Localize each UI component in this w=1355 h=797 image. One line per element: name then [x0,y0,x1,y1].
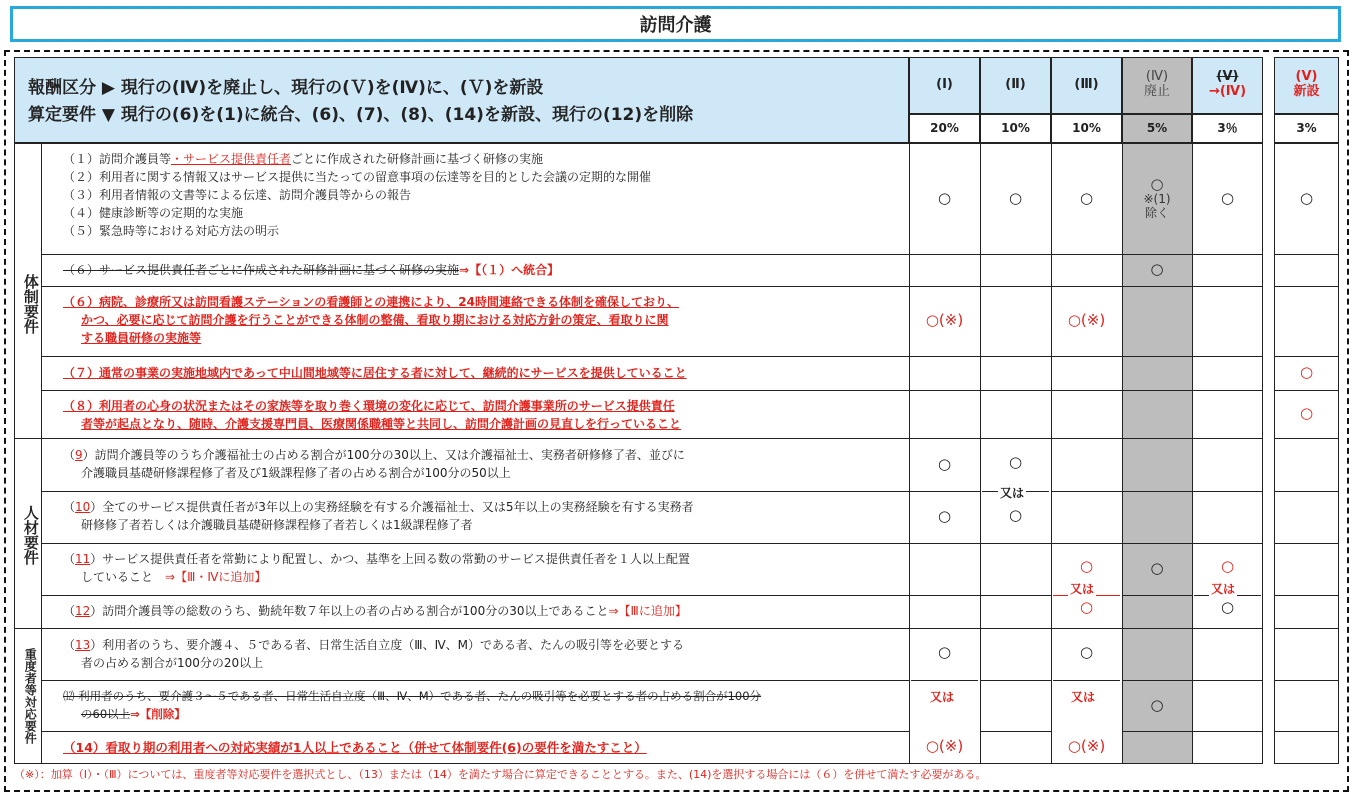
category-taisei: 体制要件 [21,274,40,334]
col-label-1: (Ⅰ) [936,77,953,93]
mark-r8-c5: ○ [1220,557,1235,576]
mark-r1-c4: ○ [1150,175,1164,194]
row-7-text: （10）全てのサービス提供責任者が3年以上の実務経験を有する介護福祉士、又は5年以上の実務経験を有する実務者 研修修了者若しくは介護職員基礎研修課程修了者若しくは1級課程修了者 [63,500,694,532]
row-8-text: （11）サービス提供責任者を常勤により配置し、かつ、基準を上回る数の常勤のサービス提供責任者を１人以上配置 していること ⇒【Ⅲ・Ⅳに追加】 [63,552,690,584]
footnote: （※）：加算（Ⅰ）・（Ⅲ）については、重度者等対応要件を選択式とし、（13）または（14）を満たす場合に算定できることとする。また、(14)を選択する場合には（６）を併せて満たす必要がある。 [14,768,987,781]
mark-r4-c6: ○ [1299,363,1314,382]
row-4-text: （７）通常の事業の実施地域内であって中山間地域等に居住する者に対して、継続的にサービスを提供していること [63,366,687,380]
col-label-6: (Ⅴ) [1295,69,1318,85]
mark-r3-c1: ○(※) [925,311,964,330]
row-2-text: （６）サービス提供責任者ごとに作成された研修計画に基づく研修の実施⇒【（１）へ統合】 [63,263,560,277]
mark-r10-c1: ○ [937,643,952,662]
col-sub-4: 廃止 [1143,84,1170,99]
mark-r10-c3: ○ [1079,643,1094,662]
category-jyudo: 重度者等対応要件 [23,648,38,744]
mark-r1-c1: ○ [937,188,952,207]
mark-r7-c2: ○ [1008,506,1023,525]
col-sub-6: 新設 [1293,84,1320,99]
mark-r12-c3: ○(※) [1067,737,1106,756]
mark-r1-c4-note2: 除く [1144,206,1169,221]
row-5-text: （８）利用者の心身の状況またはその家族等を取り巻く環境の変化に応じて、訪問介護事業所のサービス提供責任 者等が起点となり、随時、介護支援専門員、医療関係職種等と共同し、訪問介護計画の見直しを行っていること [63,399,682,431]
or-label-r10-c3: 又は [1071,690,1096,704]
page-title: 訪問介護 [10,6,1341,42]
category-jinzai: 人材要件 [21,505,40,565]
col-label-4: (Ⅳ) [1145,69,1169,85]
mark-r1-c3: ○ [1079,188,1094,207]
mark-r8-c4: ○ [1150,559,1164,578]
mark-r9-c5: ○ [1220,598,1235,617]
rate-5: 3％ [1217,120,1238,135]
row-6-text: （9）訪問介護員等のうち介護福祉士の占める割合が100分の30以上、又は介護福祉士、実務者研修修了者、並びに 介護職員基礎研修課程修了者及び1級課程修了者の占める割合が100分の50以上 [63,448,685,480]
mark-r2-c4: ○ [1150,260,1164,279]
mark-r9-c3: ○ [1079,598,1094,617]
mark-r1-c6: ○ [1299,188,1314,207]
mark-r8-c3: ○ [1079,557,1094,576]
mark-r6-c1: ○ [937,454,952,473]
row-10-text: （13）利用者のうち、要介護４、５である者、日常生活自立度（Ⅲ、Ⅳ、M）である者、たんの吸引等を必要とする 者の占める割合が100分の20以上 [63,638,685,670]
mark-r11-c4: ○ [1150,695,1164,714]
rate-6: 3% [1296,120,1317,135]
mark-r5-c6: ○ [1299,404,1314,423]
row-11-text: ⑿ 利用者のうち、要介護３～５である者、日常生活自立度（Ⅲ、Ⅳ、M）である者、たんの吸引等を必要とする者の占める割合が100分 の60以上⇒【削除】 [63,689,762,721]
col-label-3: (Ⅲ) [1074,77,1099,93]
header-requirements-line: 算定要件 ▼ 現行の(6)を(1)に統合、(6)、(7)、(8)、(14)を新設、現行の(12)を削除 [28,105,694,125]
row-1-text: （１）訪問介護員等・サービス提供責任者ごとに作成された研修計画に基づく研修の実施 （２）利用者に関する情報又はサービス提供に当たっての留意事項の伝達等を目的とした会議の定期的な開催 （３）利用者情報の文書等による伝達、訪問介護員等からの報告 （４）健康診断等の定期的な実施 （５）緊急時等における対応方法の明示 [63,152,652,238]
or-label-c3: 又は [1070,582,1095,596]
mark-r6-c2: ○ [1008,453,1023,472]
mark-r1-c5: ○ [1220,188,1235,207]
mark-r12-c1: ○(※) [925,737,964,756]
mark-r1-c2: ○ [1008,188,1023,207]
or-label-c2: 又は [1000,486,1025,500]
mark-r1-c4-note1: ※(1) [1143,192,1171,207]
row-3-text: （６）病院、診療所又は訪問看護ステーションの看護師との連携により、24時間連絡できる体制を確保しており、 かつ、必要に応じて訪問介護を行うことができる体制の整備、看取り期における対応方針の策定、看取りに関 する職員研修の実施等 [63,295,679,345]
rate-1: 20% [930,120,959,135]
col-label-2: (Ⅱ) [1005,77,1026,93]
mark-r3-c3: ○(※) [1067,311,1106,330]
col-sub-5: →(Ⅳ) [1208,84,1247,99]
rate-3: 10% [1072,120,1101,135]
rate-4: 5% [1146,120,1168,135]
col-label-5: (Ⅴ) [1216,69,1239,85]
row-12-text: （14）看取り期の利用者への対応実績が1人以上であること（併せて体制要件(6)の要件を満たすこと） [63,740,647,755]
header-remuneration-line: 報酬区分 ▶ 現行の(Ⅳ)を廃止し、現行の(Ｖ)を(Ⅳ)に、(Ｖ)を新設 [28,78,544,98]
or-label-c5: 又は [1211,582,1236,596]
mark-r7-c1: ○ [937,507,952,526]
rate-2: 10% [1001,120,1030,135]
or-label-r10-c1: 又は [930,690,955,704]
row-9-text: （12）訪問介護員等の総数のうち、勤続年数７年以上の者の占める割合が100分の30以上であること⇒【Ⅲに追加】 [63,604,687,618]
